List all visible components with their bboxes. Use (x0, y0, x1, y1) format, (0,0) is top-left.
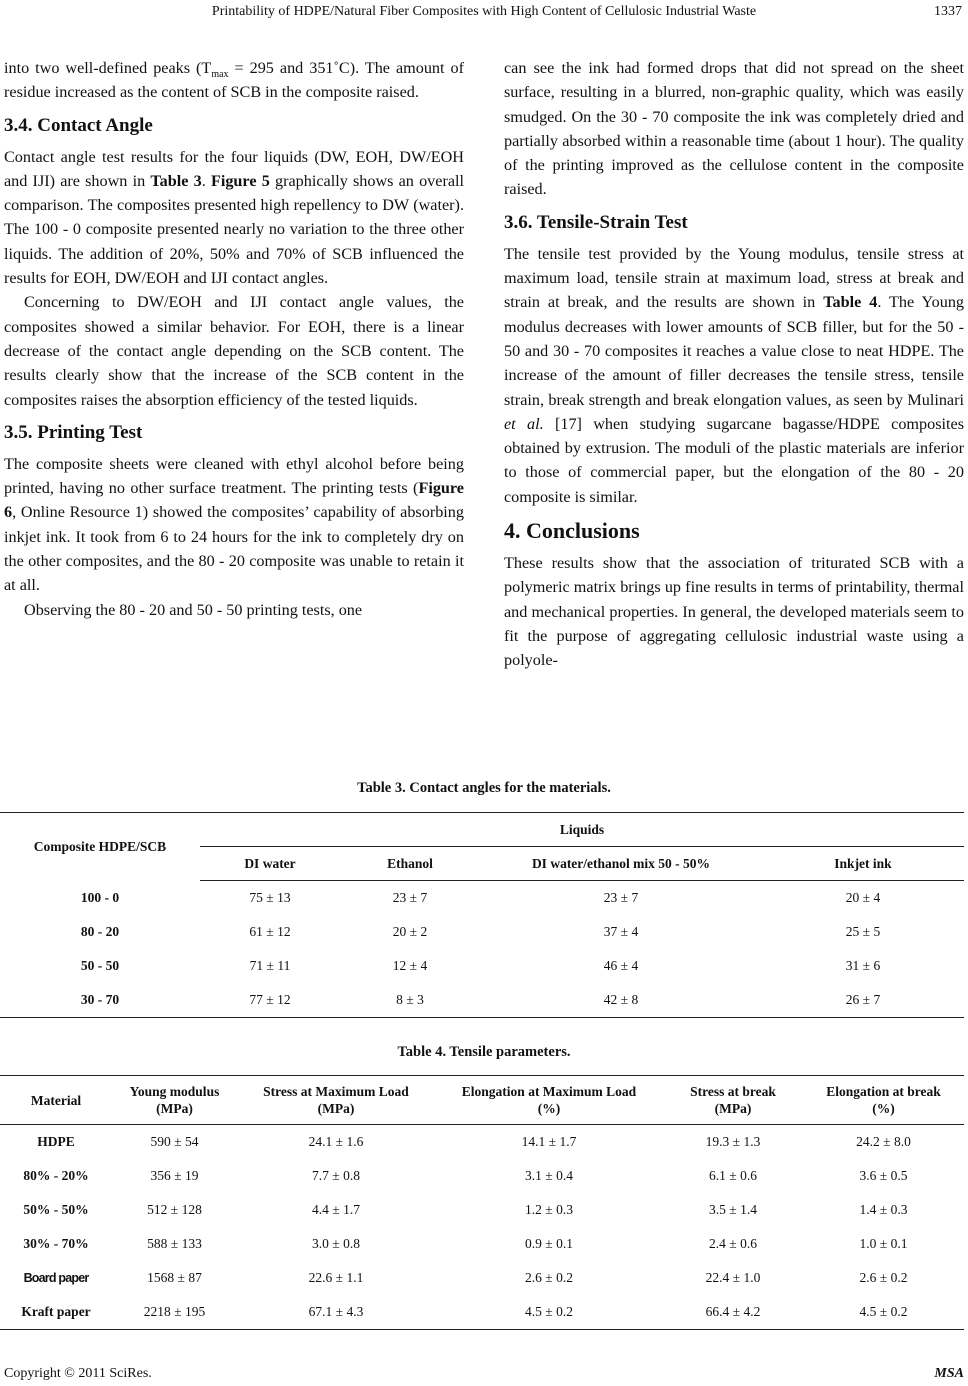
row-label: 50% - 50% (23, 1202, 89, 1217)
section-heading-printing-test: 3.5. Printing Test (4, 421, 143, 443)
paragraph-tensile (504, 242, 964, 509)
table-cell: 0.9 ± 0.1 (525, 1236, 573, 1251)
table-cell: 8 ± 3 (396, 992, 424, 1007)
table-4-column-header (435, 1076, 663, 1125)
section-heading-conclusions: 4. Conclusions (504, 518, 640, 544)
table-4-tensile-parameters (0, 1075, 964, 1330)
table-4-column-header (237, 1076, 435, 1125)
table-3-reference: Table 3 (150, 171, 202, 190)
row-label: 80 - 20 (80, 924, 120, 939)
table-cell: 512 ± 128 (147, 1202, 202, 1217)
text-run: Contact angle test results for the four liquids (DW, EOH, DW/EOH and IJI) are shown in (4, 147, 464, 190)
table-3-column-header: DI water/ethanol mix 50 - 50% (480, 847, 762, 881)
row-label: 50 - 50 (80, 958, 120, 973)
table-4-column-header (0, 1076, 112, 1125)
header-line: Young modulus (129, 1084, 220, 1099)
table-4-reference: Table 4 (823, 293, 878, 312)
table-cell: 1.2 ± 0.3 (525, 1202, 573, 1217)
text-run: = 295 and 351˚C). The amount of residue increased as the content of SCB in the composite raised. (4, 59, 464, 102)
table-cell: 20 ± 4 (845, 890, 881, 905)
table-cell: 23 ± 7 (603, 890, 639, 905)
header-unit: (%) (537, 1101, 561, 1116)
header-unit: (MPa) (714, 1101, 752, 1116)
text-run: . (201, 171, 211, 190)
table-3-column-header: DI water (200, 847, 340, 881)
table-cell: 7.7 ± 0.8 (312, 1168, 360, 1183)
table-cell: 42 ± 8 (603, 992, 639, 1007)
figure-6-reference: Figure 6 (4, 479, 464, 522)
table-4-caption: Table 4. Tensile parameters. (397, 1044, 571, 1060)
table-cell: 4.5 ± 0.2 (525, 1304, 573, 1319)
row-label: 100 - 0 (80, 889, 120, 905)
table-cell: 590 ± 54 (150, 1134, 199, 1149)
subscript-max: max (211, 69, 229, 81)
table-cell: 37 ± 4 (603, 924, 639, 939)
table-cell: 25 ± 5 (845, 924, 881, 939)
text-run: . The Young modulus decreases with lower amounts of SCB filler, but for the 50 - 50 and 30 - 70 composites it reaches a value close to neat HDPE. The increase of the amount of filler decreases the tensile stress, tensile strain, break strength and break elongation values, as seen by Mulinari (504, 293, 965, 409)
table-4-column-header (803, 1076, 964, 1125)
text-run: The tensile test provided by the Young modulus, tensile stress at maximum load, tensile strain at maximum load, stress at break and strain at break, and the results are shown in (504, 244, 964, 312)
table-row (0, 1125, 964, 1160)
table-cell: 14.1 ± 1.7 (521, 1134, 577, 1149)
table-row (0, 1227, 964, 1261)
table-3-group-header: Liquids (559, 821, 605, 837)
paragraph-contact-angle-1 (4, 145, 464, 291)
section-heading-tensile-test: 3.6. Tensile-Strain Test (504, 211, 688, 233)
paragraph-thermal-residue (4, 56, 464, 105)
header-line: Elongation at break (826, 1084, 941, 1099)
table-3-column-header: Ethanol (340, 847, 480, 881)
table-cell: 3.0 ± 0.8 (312, 1236, 360, 1251)
paragraph-contact-angle-2: Concerning to DW/EOH and IJI contact angle values, the composites showed a similar behavior. For EOH, there is a linear decrease of the contact angle depending on the SCB content. The results clearly show that the increase of the SCB content in the composites raises the absorption efficiency of the tested liquids. (4, 293, 464, 409)
table-cell: 31 ± 6 (845, 958, 881, 973)
table-cell: 71 ± 11 (249, 958, 291, 973)
table-cell: 20 ± 2 (392, 924, 428, 939)
row-label: HDPE (37, 1134, 75, 1149)
table-cell: 61 ± 12 (249, 924, 291, 939)
paragraph-printing-3: can see the ink had formed drops that did not spread on the sheet surface, resulting in a blurred, non-graphic quality, which was easily smudged. On the 30 - 70 composite the ink was completely dried and partially absorbed within a reasonable time (about 1 hour). The quality of the printing improved as the cellulose content in the composite raised. (504, 59, 964, 199)
paragraph-printing-1 (4, 452, 464, 598)
row-label: 30% - 70% (23, 1236, 89, 1251)
table-row (0, 915, 964, 949)
table-cell: 2.4 ± 0.6 (709, 1236, 757, 1251)
table-row (0, 1261, 964, 1295)
et-al: et al. (504, 414, 544, 433)
figure-5-reference: Figure 5 (210, 171, 270, 190)
running-title: Printability of HDPE/Natural Fiber Composites with High Content of Cellulosic Industrial Waste (211, 4, 757, 19)
table-row (0, 1159, 964, 1193)
table-cell: 4.4 ± 1.7 (312, 1202, 360, 1217)
row-label: 30 - 70 (80, 992, 120, 1007)
table-cell: 2218 ± 195 (143, 1304, 206, 1319)
table-3-contact-angles (0, 812, 964, 1018)
table-row (0, 1295, 964, 1330)
table-cell: 1.4 ± 0.3 (859, 1202, 908, 1217)
table-cell: 77 ± 12 (249, 992, 291, 1007)
table-cell: 3.5 ± 1.4 (709, 1202, 757, 1217)
row-label: Board paper (23, 1271, 89, 1285)
table-cell: 22.4 ± 1.0 (705, 1270, 761, 1285)
page-number: 1337 (934, 4, 962, 19)
table-cell: 19.3 ± 1.3 (705, 1134, 761, 1149)
section-heading-contact-angle: 3.4. Contact Angle (4, 114, 153, 136)
journal-name: MSA (934, 1366, 964, 1381)
table-cell: 6.1 ± 0.6 (709, 1168, 757, 1183)
table-cell: 24.1 ± 1.6 (308, 1134, 364, 1149)
table-cell: 3.6 ± 0.5 (859, 1168, 908, 1183)
right-column (504, 56, 964, 673)
table-cell: 26 ± 7 (845, 992, 881, 1007)
table-cell: 24.2 ± 8.0 (856, 1134, 911, 1149)
text-run: [17] when studying sugarcane bagasse/HDPE composites obtained by extrusion. The moduli of the plastic materials are inferior to those of commercial paper, but the elongation of the 80 - 20 composite is similar. (504, 414, 964, 506)
table-cell: 46 ± 4 (603, 958, 639, 973)
table-cell: 2.6 ± 0.2 (859, 1270, 908, 1285)
paragraph-printing-2: Observing the 80 - 20 and 50 - 50 printing tests, one (24, 600, 363, 619)
header-line: Elongation at Maximum Load (461, 1084, 637, 1099)
table-cell: 588 ± 133 (147, 1236, 202, 1251)
row-label: Kraft paper (21, 1304, 91, 1319)
header-unit: (%) (872, 1101, 895, 1116)
table-3-column-header: Inkjet ink (762, 847, 964, 881)
table-3-caption: Table 3. Contact angles for the materials. (357, 780, 611, 796)
table-cell: 356 ± 19 (150, 1168, 199, 1183)
table-cell: 66.4 ± 4.2 (705, 1304, 761, 1319)
page-footer (0, 1366, 968, 1386)
text-run: into two well-defined peaks (T (4, 59, 212, 77)
text-run: , Online Resource 1) showed the composites’ capability of absorbing inkjet ink. It took from 6 to 24 hours for the ink to completely dry on the other composites, and the 80 - 20 composite was unable to retain it at all. (4, 503, 464, 595)
table-cell: 12 ± 4 (392, 958, 428, 973)
header-unit: (MPa) (317, 1101, 355, 1116)
table-cell: 67.1 ± 4.3 (308, 1304, 364, 1319)
table-cell: 22.6 ± 1.1 (308, 1270, 364, 1285)
text-run: graphically shows an overall comparison. The composites presented high repellency to DW (water). The 100 - 0 composite presented nearly no variation to the three other liquids. The addition of 20%, 50% and 70% of SCB influenced the results for EOH, DW/EOH and IJI contact angles. (4, 171, 465, 288)
header-line: Stress at break (690, 1084, 776, 1099)
table-4-column-header (112, 1076, 237, 1125)
table-row (0, 983, 964, 1018)
header-unit: (MPa) (156, 1101, 193, 1116)
running-header (0, 4, 968, 24)
header-line: Stress at Maximum Load (263, 1084, 409, 1099)
table-cell: 1568 ± 87 (147, 1270, 202, 1285)
table-cell: 75 ± 13 (249, 890, 291, 905)
table-row (0, 1193, 964, 1227)
table-cell: 2.6 ± 0.2 (525, 1270, 573, 1285)
table-4-column-header (663, 1076, 803, 1125)
paragraph-conclusions: These results show that the association of triturated SCB with a polymeric matrix brings up fine results in terms of printability, thermal and mechanical properties. In general, the developed materials seem to fit the purpose of aggregating cellulosic industrial waste using a polyole- (504, 554, 964, 670)
table-row (0, 949, 964, 983)
table-3-row-header: Composite HDPE/SCB (33, 838, 167, 854)
table-cell: 1.0 ± 0.1 (859, 1236, 908, 1251)
header-line: Material (30, 1092, 82, 1108)
table-cell: 4.5 ± 0.2 (859, 1304, 908, 1319)
text-run: The composite sheets were cleaned with ethyl alcohol before being printed, having no other surface treatment. The printing tests ( (4, 454, 464, 498)
table-row (0, 881, 964, 916)
row-label: 80% - 20% (23, 1168, 89, 1183)
table-cell: 3.1 ± 0.4 (525, 1168, 573, 1183)
table-cell: 23 ± 7 (392, 890, 428, 905)
left-column (4, 56, 464, 622)
copyright-notice: Copyright © 2011 SciRes. (4, 1366, 152, 1381)
